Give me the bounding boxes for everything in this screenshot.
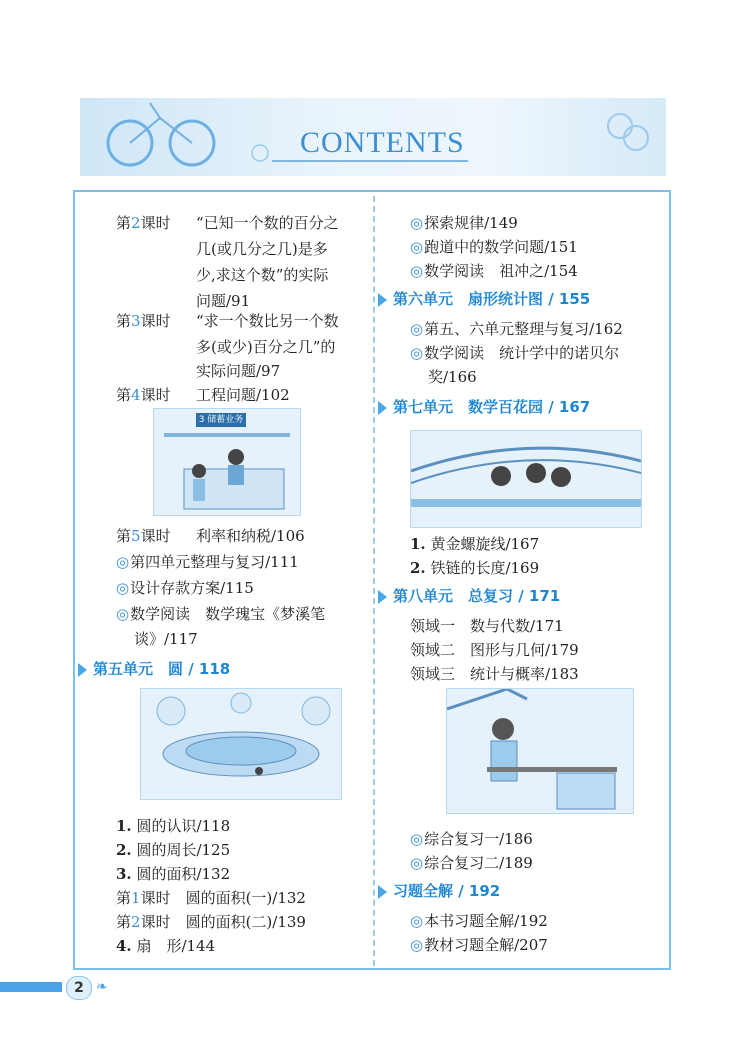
unit5-item-4: 4. 扇 形/144 — [116, 937, 216, 955]
lesson-5-line1: 利率和纳税/106 — [196, 527, 305, 545]
bullet-icon: ◎ — [116, 553, 130, 571]
lesson-5-title: 第5课时 — [116, 527, 171, 545]
unit6-item-2-cont: 奖/166 — [428, 368, 477, 386]
lesson-2-line4: 问题/91 — [196, 292, 251, 310]
unit-8-heading: 第八单元 总复习 / 171 — [378, 585, 560, 607]
unit5-lesson-1: 第1课时 圆的面积(一)/132 — [116, 889, 306, 907]
bullet-icon: ◎ — [410, 912, 424, 930]
unit8-domain-2: 领域二 图形与几何/179 — [410, 641, 579, 659]
leaf-icon: ❧ — [96, 979, 108, 995]
children-scene-icon — [411, 431, 641, 527]
lesson-2-line3: 少,求这个数”的实际 — [196, 266, 329, 284]
unit8-domain-1: 领域一 数与代数/171 — [410, 617, 564, 635]
unit6-item-1: ◎第五、六单元整理与复习/162 — [410, 320, 623, 338]
unit7-item-2: 2. 铁链的长度/169 — [410, 559, 540, 577]
lesson-3-line3: 实际问题/97 — [196, 362, 281, 380]
deposit-plan-item: ◎设计存款方案/115 — [116, 579, 254, 597]
unit-5-heading: 第五单元 圆 / 118 — [78, 658, 230, 680]
triangle-icon — [378, 401, 387, 415]
unit4-review-item: ◎第四单元整理与复习/111 — [116, 553, 299, 571]
triangle-icon — [78, 663, 87, 677]
unit8-item-4: ◎综合复习一/186 — [410, 830, 533, 848]
unit8-domain-3: 领域三 统计与概率/183 — [410, 665, 579, 683]
unit5-item-3: 3. 圆的面积/132 — [116, 865, 231, 883]
column-divider — [373, 196, 375, 966]
bank-scene-icon — [154, 409, 300, 515]
page-title: CONTENTS — [300, 126, 465, 159]
solutions-item-1: ◎本书习题全解/192 — [410, 912, 548, 930]
unit6-item-2: ◎数学阅读 统计学中的诺贝尔 — [410, 344, 620, 362]
fountain-scene-icon — [141, 689, 341, 799]
triangle-icon — [378, 590, 387, 604]
lesson-2-title: 第2课时 — [116, 214, 171, 232]
bullet-icon: ◎ — [116, 579, 130, 597]
bullet-icon: ◎ — [410, 344, 424, 362]
zu-chongzhi-item: ◎数学阅读 祖冲之/154 — [410, 262, 578, 280]
bullet-icon: ◎ — [410, 854, 424, 872]
fountain-illustration — [140, 688, 342, 800]
lesson-4-line1: 工程问题/102 — [196, 386, 290, 404]
lesson-3-title: 第3课时 — [116, 312, 171, 330]
page-number: 2 — [66, 976, 92, 1000]
solutions-item-2: ◎教材习题全解/207 — [410, 936, 548, 954]
triangle-icon — [378, 885, 387, 899]
triangle-icon — [378, 293, 387, 307]
track-problem-item: ◎跑道中的数学问题/151 — [410, 238, 578, 256]
bullet-icon: ◎ — [410, 238, 424, 256]
math-reading-item: ◎数学阅读 数学瑰宝《梦溪笔 — [116, 605, 326, 623]
stadium-children-illustration — [410, 430, 642, 528]
math-reading-item-cont: 谈》/117 — [134, 630, 198, 648]
ancient-figure-illustration — [446, 688, 634, 814]
title-underline — [272, 160, 468, 162]
counter-sign: 3 储蓄业务 — [196, 413, 246, 427]
bullet-icon: ◎ — [410, 214, 424, 232]
bullet-icon: ◎ — [116, 605, 130, 623]
lesson-2-line2: 几(或几分之几)是多 — [196, 240, 328, 258]
lesson-4-title: 第4课时 — [116, 386, 171, 404]
scholar-scene-icon — [447, 689, 633, 813]
bullet-icon: ◎ — [410, 262, 424, 280]
lesson-2-line1: “已知一个数的百分之 — [196, 214, 339, 232]
unit7-item-1: 1. 黄金螺旋线/167 — [410, 535, 540, 553]
unit-7-heading: 第七单元 数学百花园 / 167 — [378, 396, 590, 418]
bullet-icon: ◎ — [410, 830, 424, 848]
bullet-icon: ◎ — [410, 320, 424, 338]
exercise-solutions-heading: 习题全解 / 192 — [378, 880, 500, 902]
bullet-icon: ◎ — [410, 936, 424, 954]
page-number-bar — [0, 982, 62, 992]
unit5-lesson-2: 第2课时 圆的面积(二)/139 — [116, 913, 306, 931]
unit5-item-1: 1. 圆的认识/118 — [116, 817, 231, 835]
lesson-3-line1: “求一个数比另一个数 — [196, 312, 339, 330]
unit5-item-2: 2. 圆的周长/125 — [116, 841, 231, 859]
unit8-item-5: ◎综合复习二/189 — [410, 854, 533, 872]
unit-6-heading: 第六单元 扇形统计图 / 155 — [378, 288, 590, 310]
explore-pattern-item: ◎探索规律/149 — [410, 214, 518, 232]
bank-counter-illustration — [153, 408, 301, 516]
lesson-3-line2: 多(或少)百分之几”的 — [196, 338, 336, 356]
